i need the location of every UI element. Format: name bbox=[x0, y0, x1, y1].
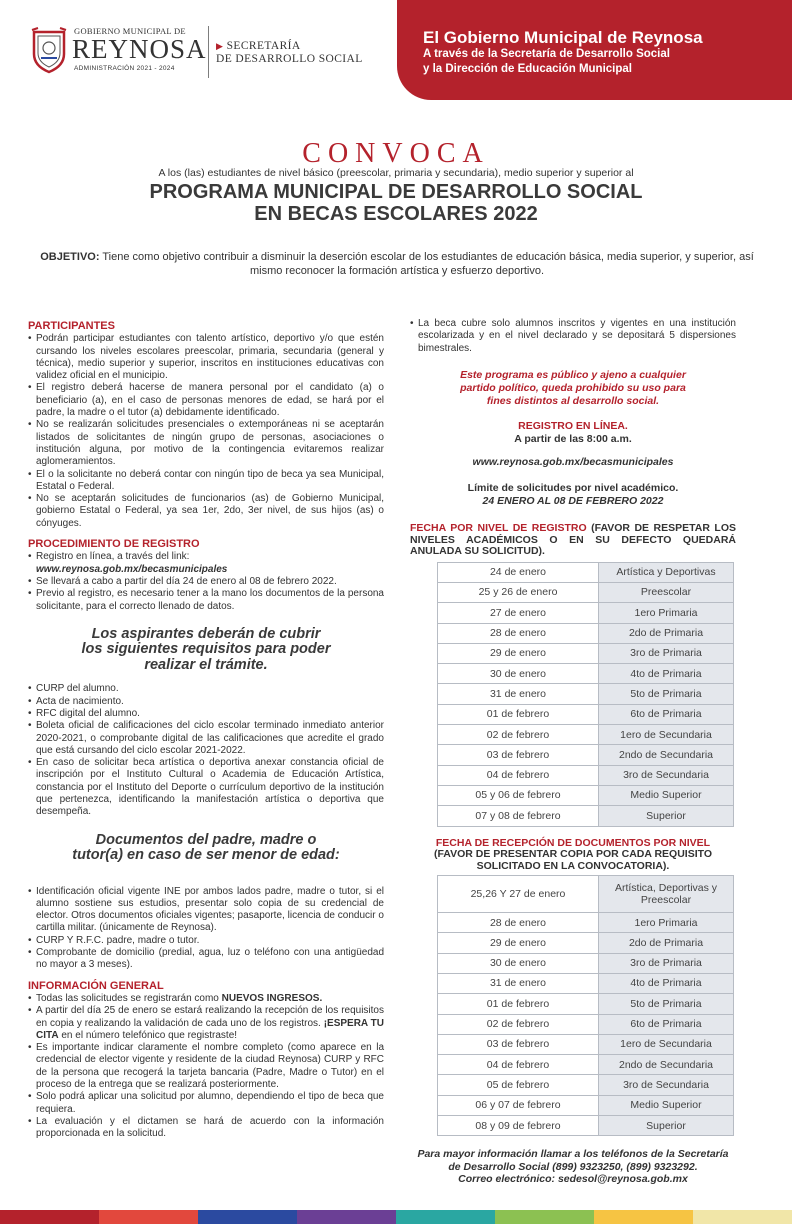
schedule-date-cell: 28 de enero bbox=[438, 623, 599, 643]
table-row bbox=[438, 1034, 734, 1054]
schedule-date-cell: 29 de enero bbox=[438, 643, 599, 663]
schedule-date-cell: 31 de enero bbox=[438, 684, 599, 704]
registro-hora: A partir de las 8:00 a.m. bbox=[514, 432, 632, 445]
schedule-level-cell: 3ro de Primaria bbox=[599, 643, 734, 663]
schedule-date-cell: 04 de febrero bbox=[438, 1055, 599, 1075]
schedule-date-cell: 25 y 26 de enero bbox=[438, 582, 599, 602]
gov-small-text: GOBIERNO MUNICIPAL DE bbox=[74, 26, 186, 36]
program-title-line1: PROGRAMA MUNICIPAL DE DESARROLLO SOCIAL bbox=[149, 181, 643, 203]
table-row bbox=[438, 785, 734, 805]
schedule-date-cell: 03 de febrero bbox=[438, 745, 599, 765]
info-item2-post: en el número telefónico que registraste! bbox=[58, 1029, 238, 1041]
schedule-level-cell: 4to de Primaria bbox=[599, 664, 734, 684]
schedule-date-cell: 02 de febrero bbox=[438, 1014, 599, 1034]
participantes-list bbox=[28, 333, 384, 530]
schedule-date-cell: 30 de enero bbox=[438, 664, 599, 684]
documentos-padre-title bbox=[28, 833, 384, 864]
schedule-level-cell: 3ro de Primaria bbox=[599, 953, 734, 973]
stripe-segment bbox=[99, 1210, 199, 1224]
schedule-level-cell: 2ndo de Secundaria bbox=[599, 1055, 734, 1075]
contacto-block bbox=[410, 1148, 736, 1186]
schedule-date-cell: 04 de febrero bbox=[438, 765, 599, 785]
list-item: • Podrán participar estudiantes con talento artístico, deportivo y/o que estén cursando los niveles escolares preescolar, primaria, secundaria (general y técnica), medio superior y superior, inscritos en instituciones educativas con validez oficial en el municipio. bbox=[28, 333, 384, 382]
program-title-line2: EN BECAS ESCOLARES 2022 bbox=[254, 203, 538, 225]
informacion-heading: INFORMACIÓN GENERAL bbox=[28, 979, 164, 992]
gov-admin-text: ADMINISTRACIÓN 2021 - 2024 bbox=[74, 65, 175, 72]
right-column bbox=[410, 318, 736, 1186]
schedule-level-cell: 3ro de Secundaria bbox=[599, 1075, 734, 1095]
secretaria-line2: DE DESARROLLO SOCIAL bbox=[216, 53, 363, 65]
stripe-segment bbox=[396, 1210, 496, 1224]
schedule-level-cell: 5to de Primaria bbox=[599, 994, 734, 1014]
schedule-level-cell: 6to de Primaria bbox=[599, 1014, 734, 1034]
list-item: • Se llevará a cabo a partir del día 24 de enero al 08 de febrero 2022. bbox=[28, 576, 384, 588]
banner-sub-line1: A través de la Secretaría de Desarrollo Social bbox=[423, 48, 670, 60]
list-item: • RFC digital del alumno. bbox=[28, 708, 384, 720]
municipal-logo bbox=[24, 22, 384, 82]
requisitos-title bbox=[28, 627, 384, 674]
schedule-level-cell: 1ero Primaria bbox=[599, 913, 734, 933]
schedule-level-cell: Superior bbox=[599, 806, 734, 826]
fecha-recepcion-heading bbox=[410, 838, 736, 873]
table-row bbox=[438, 994, 734, 1014]
schedule-level-cell: 6to de Primaria bbox=[599, 704, 734, 724]
list-item: • No se realizarán solicitudes presenciales o extemporáneas ni se aceptarán listados de solicitantes de ningún grupo de personas, asociaciones o institución alguna, por motivo de la contingencia evitaremos realizar aglomeramientos. bbox=[28, 419, 384, 468]
header bbox=[0, 0, 792, 125]
list-item: • El registro deberá hacerse de manera personal por el candidato (a) o beneficiario (a), en el caso de personas menores de edad, se hará por el padre, la madre o el tutor (a) debidamente identificado. bbox=[28, 382, 384, 419]
documentos-title-line2: tutor(a) en caso de ser menor de edad: bbox=[72, 847, 340, 864]
table-row bbox=[438, 582, 734, 602]
table-row bbox=[438, 1055, 734, 1075]
triangle-icon: ▶ bbox=[216, 41, 224, 51]
participantes-heading: PARTICIPANTES bbox=[28, 320, 115, 332]
schedule-date-cell: 28 de enero bbox=[438, 913, 599, 933]
fecha-recepcion-line2: (FAVOR DE PRESENTAR COPIA POR CADA REQUISITO bbox=[433, 848, 713, 861]
schedule-level-cell: 1ero Primaria bbox=[599, 603, 734, 623]
limite-block bbox=[410, 482, 736, 508]
procedimiento-list bbox=[28, 551, 384, 612]
fecha-recepcion-line3: SOLICITADO EN LA CONVOCATORIA). bbox=[476, 859, 670, 872]
registro-link[interactable]: www.reynosa.gob.mx/becasmunicipales bbox=[36, 563, 228, 575]
requisitos-title-line2: los siguientes requisitos para poder bbox=[81, 641, 331, 658]
schedule-level-cell: 3ro de Secundaria bbox=[599, 765, 734, 785]
table-row bbox=[438, 664, 734, 684]
list-item: • El o la solicitante no deberá contar con ningún tipo de beca ya sea Municipal, Estatal o Federal. bbox=[28, 469, 384, 494]
documentos-padre-list bbox=[28, 886, 384, 972]
registro-linea-block bbox=[410, 420, 736, 446]
schedule-level-cell: 1ero de Secundaria bbox=[599, 725, 734, 745]
stripe-segment bbox=[693, 1210, 792, 1224]
table-row bbox=[438, 765, 734, 785]
list-item: • Boleta oficial de calificaciones del ciclo escolar terminado inmediato anterior 2020-2021, o comprobante digital de las calificaciones que acredite el grado que está cursando del ciclo escolar 2021-2022. bbox=[28, 720, 384, 757]
table-row bbox=[438, 704, 734, 724]
schedule-level-cell: Medio Superior bbox=[599, 785, 734, 805]
info-item2-bold: ¡ESPERA TU CITA bbox=[36, 1017, 384, 1041]
list-item: • Acta de nacimiento. bbox=[28, 696, 384, 708]
objetivo-text: Tiene como objetivo contribuir a disminuir la deserción escolar de los estudiantes de educación básica, media superior, y superior, así mismo reconocer la formación artística y esfuerzo deportivo. bbox=[99, 251, 754, 277]
schedule-level-cell: 2do de Primaria bbox=[599, 623, 734, 643]
beca-list bbox=[410, 318, 736, 355]
crest-icon bbox=[30, 26, 68, 74]
schedule-level-cell: 5to de Primaria bbox=[599, 684, 734, 704]
logo-divider bbox=[208, 26, 209, 78]
schedule-level-cell: Medio Superior bbox=[599, 1095, 734, 1115]
table-row bbox=[438, 913, 734, 933]
publico-line3: fines distintos al desarrollo social. bbox=[486, 394, 660, 407]
table-row bbox=[438, 603, 734, 623]
schedule-date-cell: 08 y 09 de febrero bbox=[438, 1116, 599, 1136]
stripe-segment bbox=[297, 1210, 397, 1224]
contacto-line1: Para mayor información llamar a los teléfonos de la Secretaría bbox=[417, 1148, 729, 1161]
program-title bbox=[0, 181, 792, 225]
list-item: • Previo al registro, es necesario tener a la mano los documentos de la persona solicitante, para el correcto llenado de datos. bbox=[28, 588, 384, 613]
schedule-date-cell: 25,26 Y 27 de enero bbox=[438, 876, 599, 913]
table-row bbox=[438, 643, 734, 663]
list-item: • Solo podrá aplicar una solicitud por alumno, dependiendo el tipo de beca que requiera. bbox=[28, 1091, 384, 1116]
documentos-title-line1: Documentos del padre, madre o bbox=[95, 831, 317, 848]
list-item: • La beca cubre solo alumnos inscritos y vigentes en una institución escolarizada y en el nivel declarado y se depositará 5 dispersiones bimestrales. bbox=[410, 318, 736, 355]
schedule-date-cell: 29 de enero bbox=[438, 933, 599, 953]
schedule-date-cell: 31 de enero bbox=[438, 973, 599, 993]
registro-linea-heading: REGISTRO EN LÍNEA. bbox=[518, 419, 628, 432]
table-row bbox=[438, 562, 734, 582]
schedule-level-cell: 1ero de Secundaria bbox=[599, 1034, 734, 1054]
schedule-date-cell: 01 de febrero bbox=[438, 994, 599, 1014]
table-row bbox=[438, 933, 734, 953]
limite-line1: Límite de solicitudes por nivel académico. bbox=[467, 482, 679, 495]
schedule-date-cell: 05 de febrero bbox=[438, 1075, 599, 1095]
banner-subtitle bbox=[423, 47, 670, 77]
schedule-date-cell: 03 de febrero bbox=[438, 1034, 599, 1054]
fecha-registro-heading bbox=[410, 523, 736, 558]
registro-url[interactable]: www.reynosa.gob.mx/becasmunicipales bbox=[472, 455, 674, 468]
recepcion-schedule-table bbox=[437, 875, 734, 1136]
stripe-segment bbox=[198, 1210, 298, 1224]
convoca-title: CONVOCA bbox=[302, 138, 490, 169]
table-row bbox=[438, 806, 734, 826]
schedule-date-cell: 01 de febrero bbox=[438, 704, 599, 724]
requisitos-list bbox=[28, 683, 384, 818]
schedule-date-cell: 02 de febrero bbox=[438, 725, 599, 745]
informacion-list bbox=[28, 993, 384, 1141]
contacto-line3: Correo electrónico: sedesol@reynosa.gob.mx bbox=[458, 1173, 688, 1186]
list-item: • En caso de solicitar beca artística o deportiva anexar constancia oficial de inscripción por el Instituto Cultural o Academia de Educación Artística, constancia por el Instituto del Deporte o currículum deportivo de la institución que pertenezca, identificando la manifestación artística o deportiva que desempeña. bbox=[28, 757, 384, 818]
limite-line2: 24 ENERO AL 08 DE FEBRERO 2022 bbox=[482, 495, 664, 508]
list-item: • Es importante indicar claramente el nombre completo (como aparece en la credencial de elector vigente y residente de la ciudad Reynosa) CURP y RFC de la persona que recogerá la tarjeta bancaria (Padre, Madre o Tutor) en el proceso de la entrega que se realizará posteriormente. bbox=[28, 1042, 384, 1091]
list-item: • No se aceptarán solicitudes de funcionarios (as) de Gobierno Municipal, gobierno Estatal o Federal, ya sea 1er, 2do, 3er nivel, de sus hijos (as) o cónyuges. bbox=[28, 493, 384, 530]
gov-city-name: REYNOSA bbox=[72, 34, 207, 64]
stripe-segment bbox=[0, 1210, 100, 1224]
list-item: • Comprobante de domicilio (predial, agua, luz o teléfono con una antigüedad no mayor a 3 meses). bbox=[28, 947, 384, 972]
procedimiento-heading: PROCEDIMIENTO DE REGISTRO bbox=[28, 538, 200, 551]
table-row bbox=[438, 1116, 734, 1136]
publico-line1: Este programa es público y ajeno a cualquier bbox=[460, 368, 686, 381]
table-row bbox=[438, 876, 734, 913]
header-banner bbox=[397, 0, 792, 100]
secretaria-line1: SECRETARÍA bbox=[226, 40, 301, 52]
table-row bbox=[438, 1014, 734, 1034]
dirigido-text: A los (las) estudiantes de nivel básico (preescolar, primaria y secundaria), medio superior y superior al bbox=[158, 167, 634, 179]
schedule-level-cell: Artística y Deportivas bbox=[599, 562, 734, 582]
schedule-date-cell: 05 y 06 de febrero bbox=[438, 785, 599, 805]
banner-title: El Gobierno Municipal de Reynosa bbox=[423, 28, 703, 47]
info-item2-text: A partir del día 25 de enero se estará realizando la recepción de los requisitos en copia y realizando la validación de cada uno de los registros. bbox=[36, 1005, 384, 1029]
table-row bbox=[438, 973, 734, 993]
list-item bbox=[28, 1005, 384, 1042]
registro-linea-text: Registro en línea, a través del link: bbox=[36, 551, 190, 563]
registro-schedule-table bbox=[437, 562, 734, 827]
programa-publico-notice bbox=[410, 369, 736, 408]
secretaria-label bbox=[216, 40, 363, 66]
table-row bbox=[438, 1075, 734, 1095]
fecha-registro-rest: (FAVOR DE RESPETAR LOS NIVELES ACADÉMICOS O EN SU DEFECTO QUEDARÁ ANULADA SU SOLICITUD). bbox=[410, 522, 737, 558]
info-item1-bold: NUEVOS INGRESOS. bbox=[221, 992, 323, 1004]
schedule-date-cell: 24 de enero bbox=[438, 562, 599, 582]
list-item: • CURP Y R.F.C. padre, madre o tutor. bbox=[28, 935, 384, 947]
contacto-line2: de Desarrollo Social (899) 9323250, (899) 9323292. bbox=[448, 1160, 698, 1173]
schedule-level-cell: 2ndo de Secundaria bbox=[599, 745, 734, 765]
schedule-level-cell: Superior bbox=[599, 1116, 734, 1136]
list-item bbox=[28, 551, 384, 576]
table-row bbox=[438, 745, 734, 765]
schedule-date-cell: 27 de enero bbox=[438, 603, 599, 623]
schedule-level-cell: Artística, Deportivas y Preescolar bbox=[599, 876, 734, 913]
fecha-registro-red: FECHA POR NIVEL DE REGISTRO bbox=[410, 522, 587, 535]
table-row bbox=[438, 1095, 734, 1115]
table-row bbox=[438, 684, 734, 704]
schedule-level-cell: 2do de Primaria bbox=[599, 933, 734, 953]
schedule-date-cell: 06 y 07 de febrero bbox=[438, 1095, 599, 1115]
objetivo-label: OBJETIVO: bbox=[40, 251, 100, 263]
banner-sub-line2: y la Dirección de Educación Municipal bbox=[423, 63, 632, 75]
table-row bbox=[438, 953, 734, 973]
table-row bbox=[438, 725, 734, 745]
stripe-segment bbox=[495, 1210, 595, 1224]
schedule-level-cell: 4to de Primaria bbox=[599, 973, 734, 993]
list-item: • CURP del alumno. bbox=[28, 683, 384, 695]
list-item: • La evaluación y el dictamen se hará de acuerdo con la información proporcionada en la solicitud. bbox=[28, 1116, 384, 1141]
info-item1-text: Todas las solicitudes se registrarán como bbox=[36, 992, 222, 1004]
list-item: • Identificación oficial vigente INE por ambos lados padre, madre o tutor, si el alumno sostiene sus estudios, presentar solo copia de su credencial de elector. Otros documentos oficiales vigentes; pasaporte, licencia de conducir o cartilla militar. (únicamente de Reynosa). bbox=[28, 886, 384, 935]
table-row bbox=[438, 623, 734, 643]
schedule-date-cell: 07 y 08 de febrero bbox=[438, 806, 599, 826]
requisitos-title-line1: Los aspirantes deberán de cubrir bbox=[91, 625, 321, 642]
left-column bbox=[28, 320, 384, 1141]
schedule-date-cell: 30 de enero bbox=[438, 953, 599, 973]
objetivo-paragraph bbox=[30, 250, 764, 278]
list-item bbox=[28, 993, 384, 1005]
schedule-level-cell: Preescolar bbox=[599, 582, 734, 602]
requisitos-title-line3: realizar el trámite. bbox=[144, 656, 268, 673]
fecha-recepcion-line1: FECHA DE RECEPCIÓN DE DOCUMENTOS POR NIVEL bbox=[435, 836, 711, 849]
stripe-segment bbox=[594, 1210, 694, 1224]
publico-line2: partido político, queda prohibido su uso para bbox=[460, 381, 686, 394]
